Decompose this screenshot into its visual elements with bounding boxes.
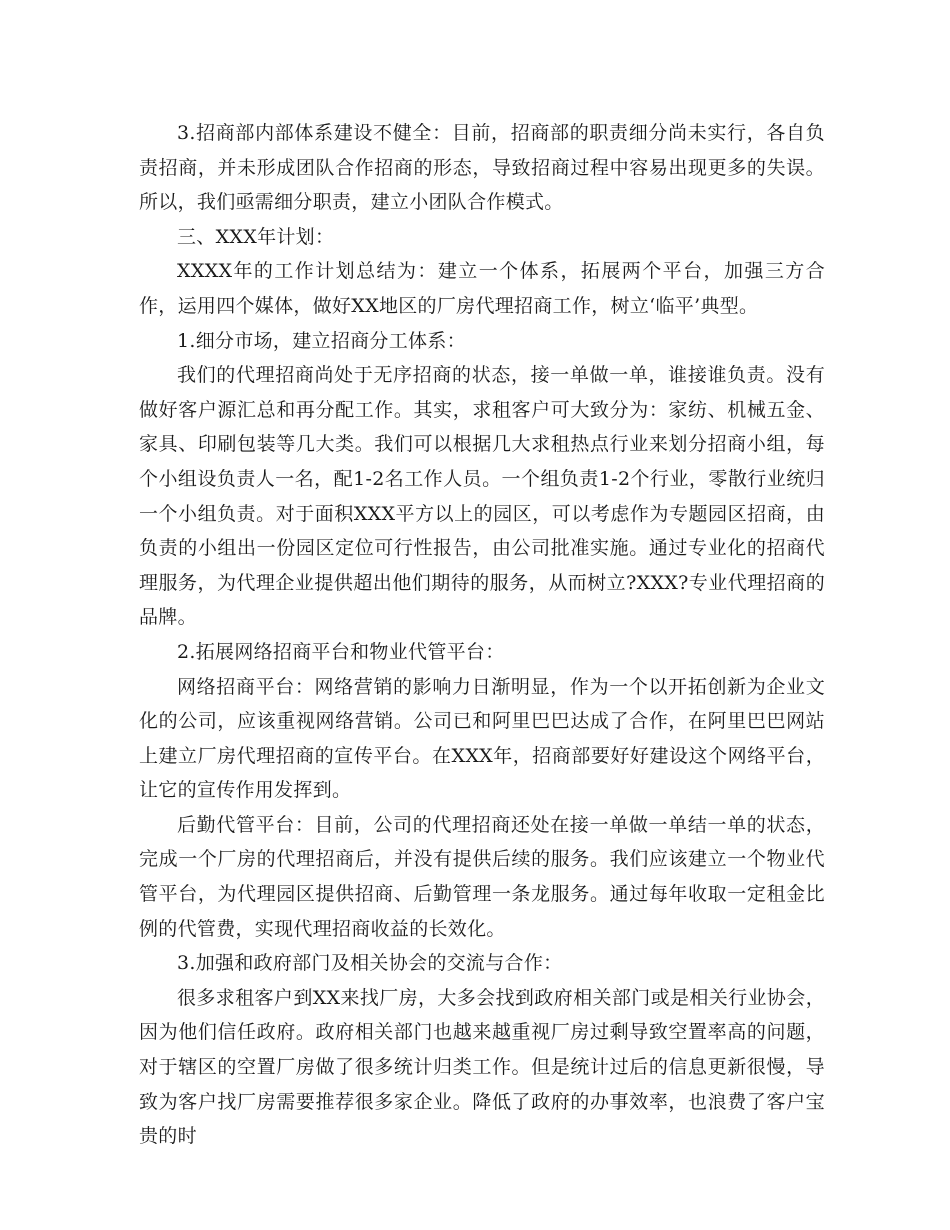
paragraph-plan-1-body: 我们的代理招商尚处于无序招商的状态，接一单做一单，谁接谁负责。没有做好客户源汇总和再分配工作。其实，求租客户可大致分为：家纺、机械五金、家具、印刷包装等几大类。我们可以根据几大求租热点行业来划分招商小组，每个小组设负责人一名，配1-2名工作人员。一个组负责1-2个行业，零散行业统归一个小组负责。对于面积XXX平方以上的园区，可以考虑作为专题园区招商，由负责的小组出一份园区定位可行性报告，由公司批准实施。通过专业化的招商代理服务，为代理企业提供超出他们期待的服务，从而树立?XXX?专业代理招商的品牌。	[139, 364, 825, 629]
paragraph-plan-summary: XXXX年的工作计划总结为：建立一个体系，拓展两个平台，加强三方合作，运用四个媒体，做好XX地区的厂房代理招商工作，树立‘临平’典型。	[139, 260, 825, 317]
subheading-plan-1: 1.细分市场，建立招商分工体系：	[177, 329, 466, 352]
subheading-plan-3: 3.加强和政府部门及相关协会的交流与合作：	[177, 952, 563, 975]
paragraph-plan-3-body: 很多求租客户到XX来找厂房，大多会找到政府相关部门或是相关行业协会，因为他们信任政府。政府相关部门也越来越重视厂房过剩导致空置率高的问题，对于辖区的空置厂房做了很多统计归类工作。但是统计过后的信息更新很慢，导致为客户找厂房需要推荐很多家企业。降低了政府的办事效率，也浪费了客户宝贵的时	[139, 986, 825, 1148]
paragraph-network-platform: 网络招商平台：网络营销的影响力日渐明显，作为一个以开拓创新为企业文化的公司，应该重视网络营销。公司已和阿里巴巴达成了合作，在阿里巴巴网站上建立厂房代理招商的宣传平台。在XXX年，招商部要好好建设这个网络平台，让它的宣传作用发挥到。	[139, 675, 825, 802]
heading-section-3-plan: 三、XXX年计划：	[177, 225, 335, 248]
paragraph-logistics-platform: 后勤代管平台：目前，公司的代理招商还处在接一单做一单结一单的状态，完成一个厂房的代理招商后，并没有提供后续的服务。我们应该建立一个物业代管平台，为代理园区提供招商、后勤管理一条龙服务。通过每年收取一定租金比例的代管费，实现代理招商收益的长效化。	[139, 813, 825, 940]
subheading-plan-2: 2.拓展网络招商平台和物业代管平台：	[177, 640, 505, 663]
paragraph-weakness-3: 3.招商部内部体系建设不健全：目前，招商部的职责细分尚未实行，各自负责招商，并未形成团队合作招商的形态，导致招商过程中容易出现更多的失误。所以，我们亟需细分职责，建立小团队合作模式。	[139, 122, 825, 214]
document-body	[139, 116, 825, 1154]
